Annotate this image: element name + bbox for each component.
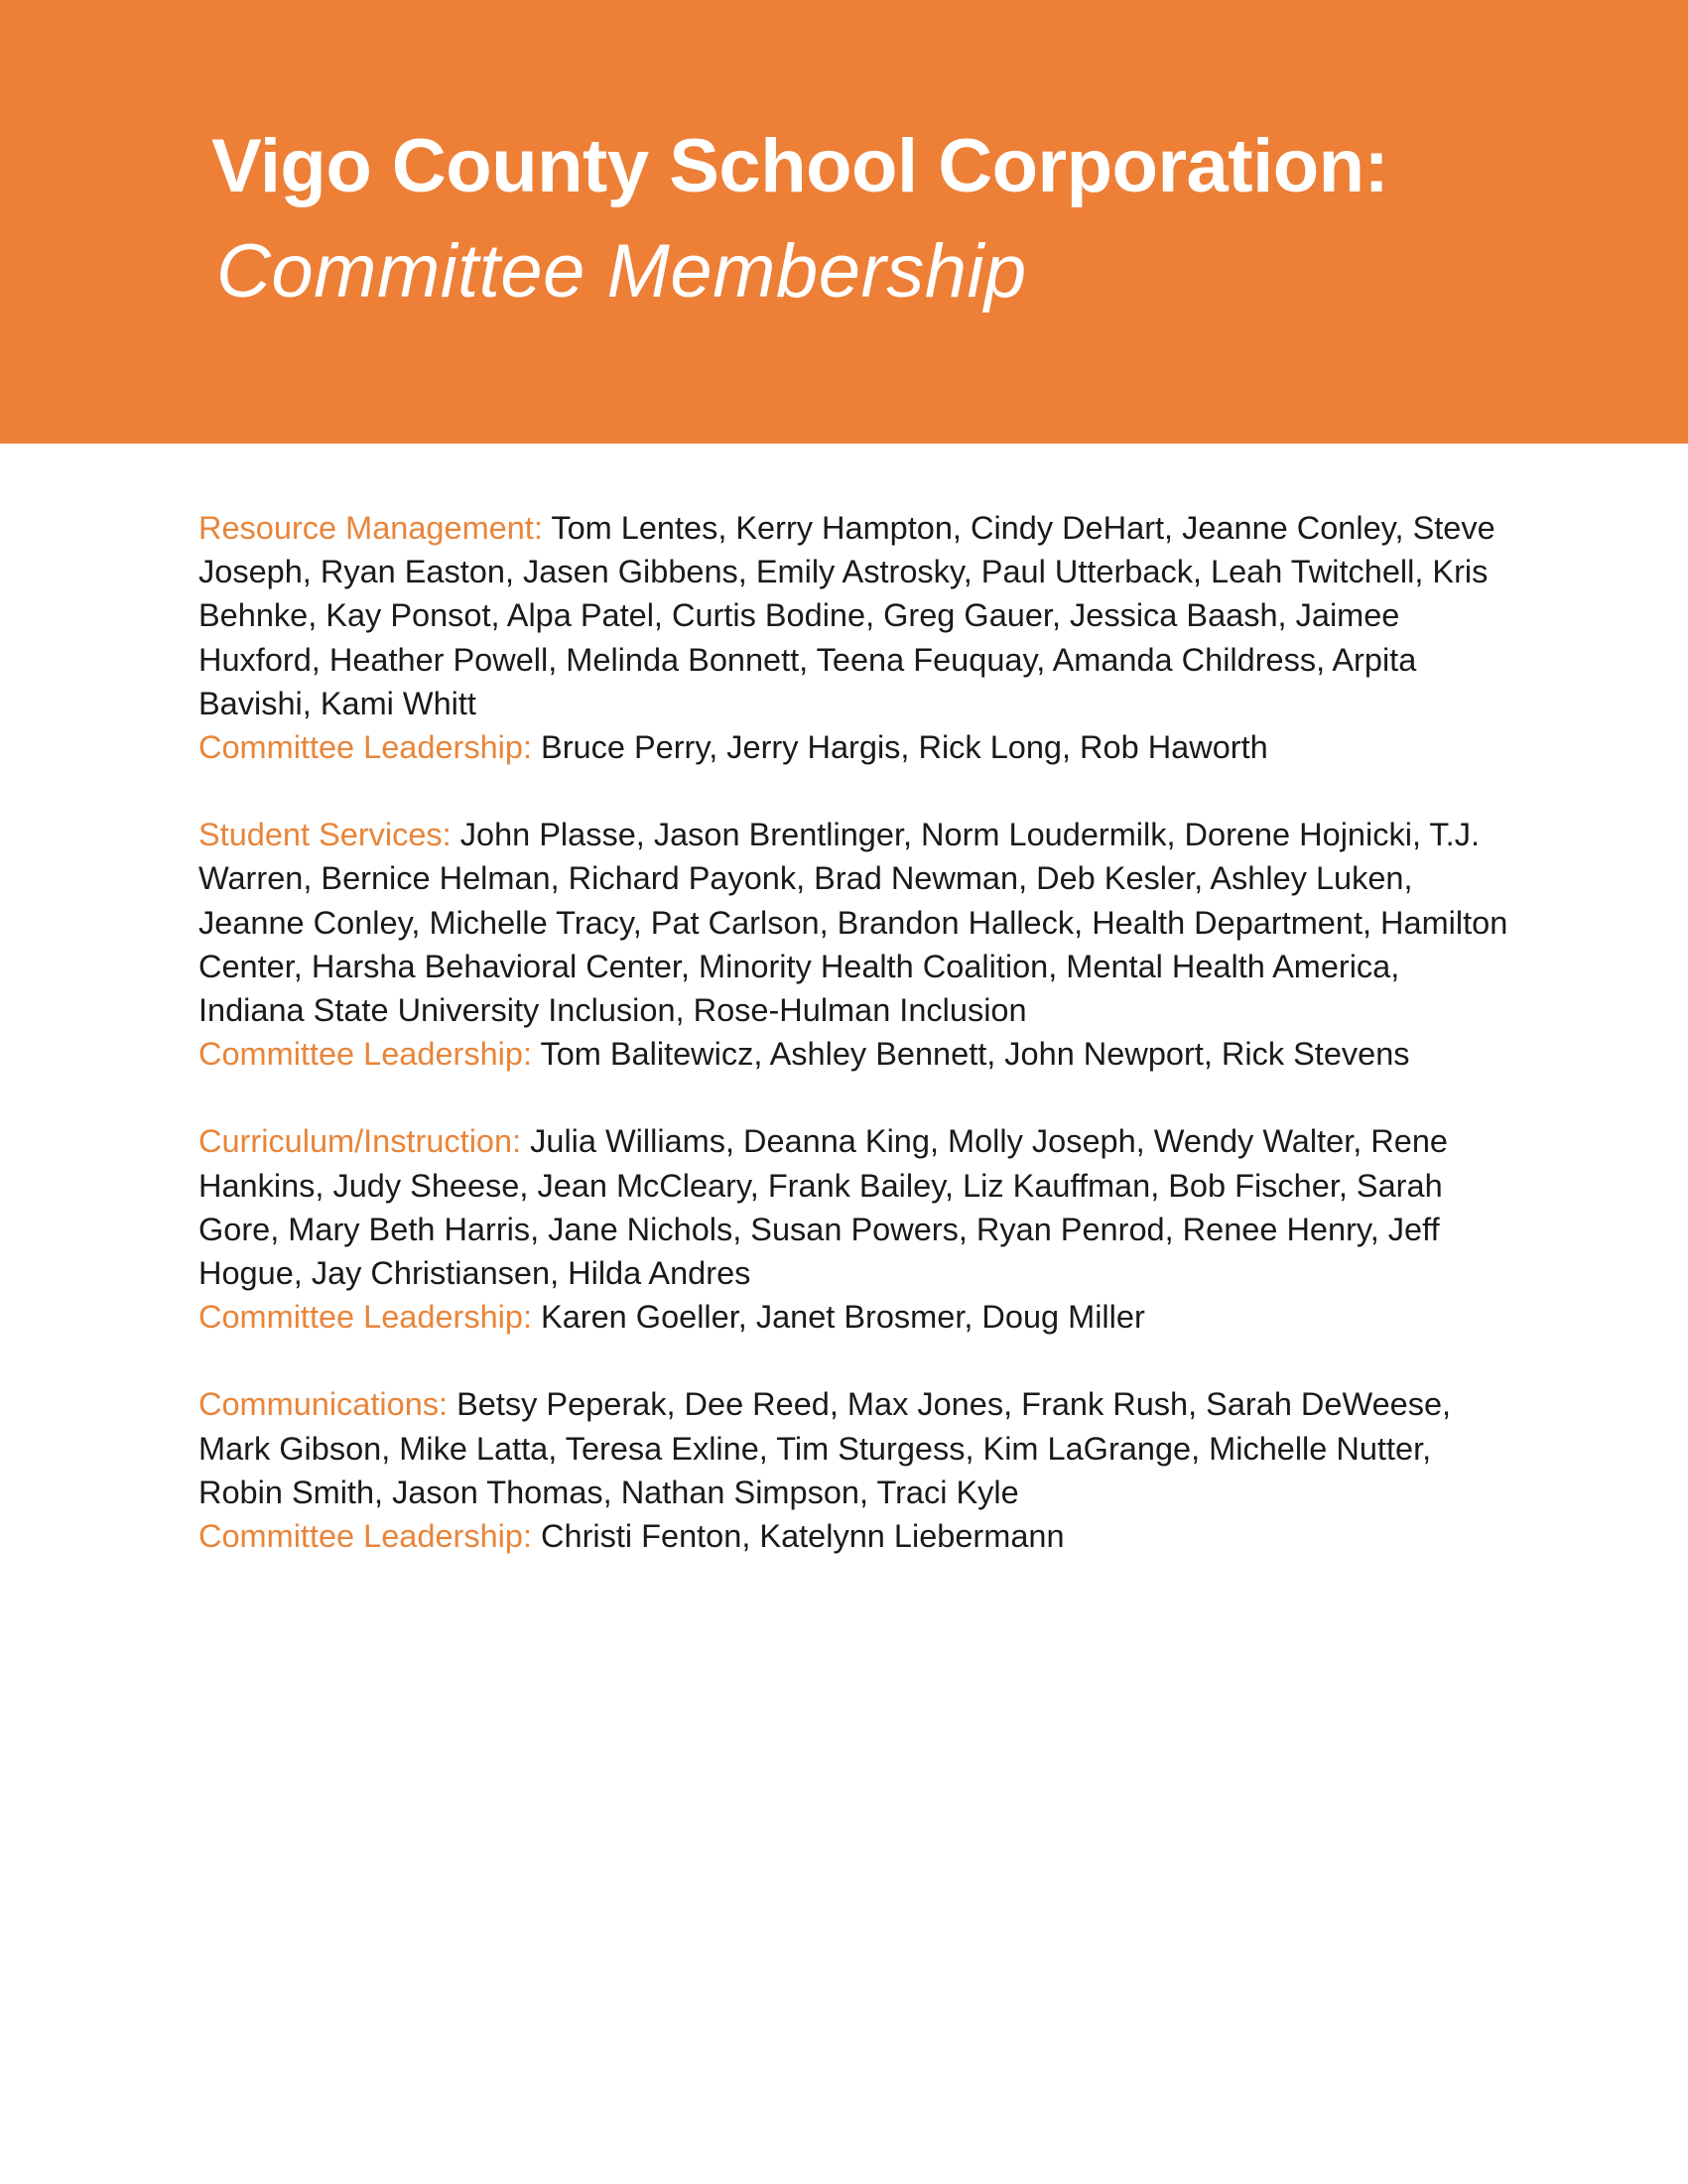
committee-label: Communications:: [198, 1386, 449, 1423]
committee-members-paragraph: [198, 1382, 1508, 1514]
committee-list: [198, 506, 1508, 1602]
committee-leadership: Bruce Perry, Jerry Hargis, Rick Long, Rob Haworth: [541, 729, 1268, 766]
committee-leadership-paragraph: [198, 1032, 1508, 1076]
committee-leadership-paragraph: [198, 1295, 1508, 1339]
leadership-label: Committee Leadership:: [198, 1036, 532, 1073]
committee-members-paragraph: [198, 813, 1508, 1032]
committee-label: Curriculum/Instruction:: [198, 1123, 522, 1160]
committee-leadership: Karen Goeller, Janet Brosmer, Doug Miller: [541, 1299, 1145, 1336]
committee-members-paragraph: [198, 506, 1508, 725]
committee-members: Julia Williams, Deanna King, Molly Joseph, Wendy Walter, Rene Hankins, Judy Sheese, Jean McCleary, Frank Bailey, Liz Kauffman, Bob Fischer, Sarah Gore, Mary Beth Harris, Jane Nichols, Susan Powers, Ryan Penrod, Renee Henry, Jeff Hogue, Jay Christiansen, Hilda Andres: [198, 1123, 1448, 1292]
committee-curriculum-instruction: [198, 1119, 1508, 1339]
committee-resource-management: [198, 506, 1508, 769]
committee-members: Betsy Peperak, Dee Reed, Max Jones, Frank Rush, Sarah DeWeese, Mark Gibson, Mike Latta, Teresa Exline, Tim Sturgess, Kim LaGrange, Michelle Nutter, Robin Smith, Jason Thomas, Nathan Simpson, Traci Kyle: [198, 1386, 1452, 1510]
committee-leadership-paragraph: [198, 1514, 1508, 1558]
committee-communications: [198, 1382, 1508, 1558]
leadership-label: Committee Leadership:: [198, 1299, 532, 1336]
leadership-label: Committee Leadership:: [198, 1518, 532, 1555]
committee-members-paragraph: [198, 1119, 1508, 1295]
committee-student-services: [198, 813, 1508, 1076]
committee-leadership: Tom Balitewicz, Ashley Bennett, John Newport, Rick Stevens: [540, 1036, 1410, 1073]
page-title: Vigo County School Corporation:: [211, 124, 1389, 208]
header-band: [0, 0, 1688, 444]
committee-members: Tom Lentes, Kerry Hampton, Cindy DeHart, Jeanne Conley, Steve Joseph, Ryan Easton, Jasen Gibbens, Emily Astrosky, Paul Utterback, Leah Twitchell, Kris Behnke, Kay Ponsot, Alpa Patel, Curtis Bodine, Greg Gauer, Jessica Baash, Jaimee Huxford, Heather Powell, Melinda Bonnett, Teena Feuquay, Amanda Childress, Arpita Bavishi, Kami Whitt: [198, 510, 1495, 721]
committee-label: Student Services:: [198, 817, 452, 853]
leadership-label: Committee Leadership:: [198, 729, 532, 766]
committee-label: Resource Management:: [198, 510, 543, 546]
committee-members: John Plasse, Jason Brentlinger, Norm Loudermilk, Dorene Hojnicki, T.J. Warren, Bernice Helman, Richard Payonk, Brad Newman, Deb Kesler, Ashley Luken, Jeanne Conley, Michelle Tracy, Pat Carlson, Brandon Halleck, Health Department, Hamilton Center, Harsha Behavioral Center, Minority Health Coalition, Mental Health America, Indiana State University Inclusion, Rose-Hulman Inclusion: [198, 817, 1508, 1029]
committee-leadership-paragraph: [198, 725, 1508, 769]
page-subtitle: Committee Membership: [216, 229, 1027, 314]
committee-leadership: Christi Fenton, Katelynn Liebermann: [541, 1518, 1065, 1555]
